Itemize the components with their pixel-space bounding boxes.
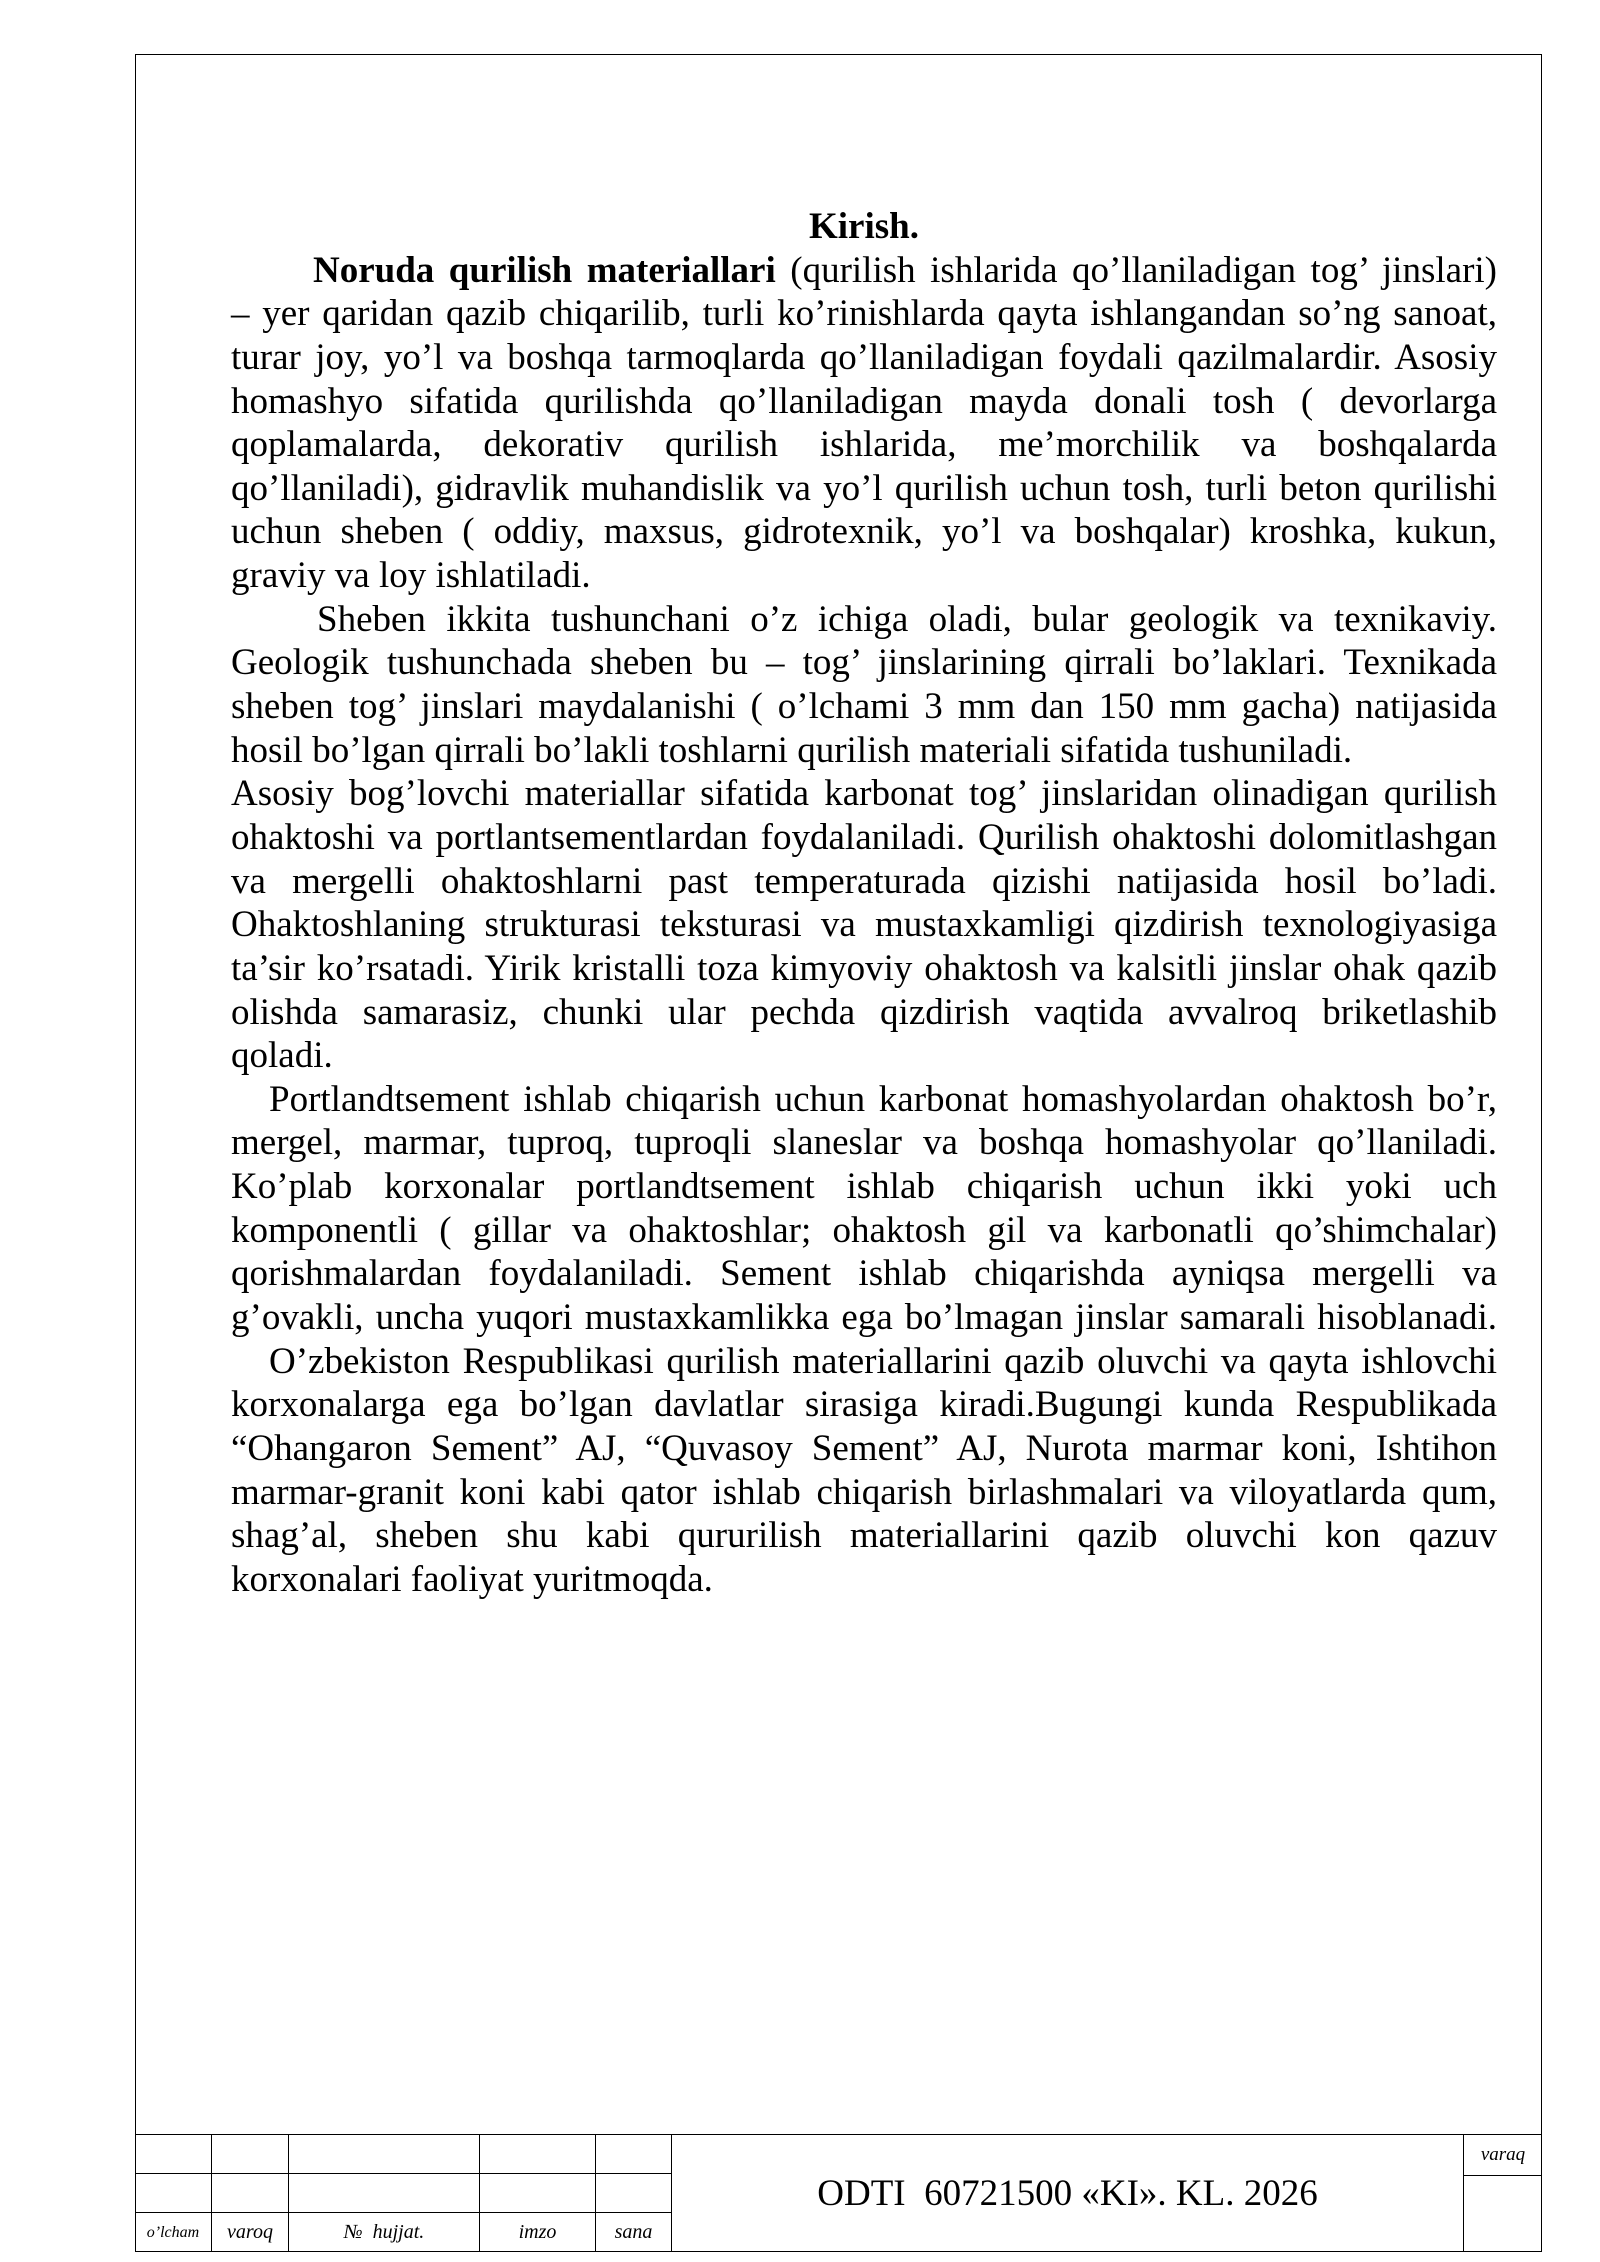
text-segment: (qurilish ishlarida qo’llaniladigan tog’ jinslari)	[790, 249, 1497, 291]
text-line: Ohaktoshlaning strukturasi teksturasi va mustaxkamligi qizdirish texnologiyasiga	[231, 904, 1497, 946]
text-line: O’zbekiston Respublikasi qurilish materiallarini qazib oluvchi va qayta ishlovchi	[269, 1340, 1497, 1382]
text-line: uchun sheben ( oddiy, maxsus, gidrotexnik, yo’l va boshqalar) kroshka, kukun,	[231, 511, 1497, 553]
paragraph	[231, 249, 1497, 598]
text-line: korxonalarga ega bo’lgan davlatlar sirasiga kiradi.Bugungi kunda Respublikada	[231, 1384, 1497, 1426]
page-title: Kirish.	[809, 206, 919, 247]
text-line: ta’sir ko’rsatadi. Yirik kristalli toza kimyoviy ohaktosh va kalsitli jinslar ohak qazib	[231, 947, 1497, 989]
text-line: hosil bo’lgan qirrali bo’lakli toshlarni qurilish materiali sifatida tushuniladi.	[231, 729, 1353, 771]
title-block-cell	[135, 2174, 212, 2213]
sheet-label: varaq	[1464, 2135, 1542, 2176]
text-line: olishda samarasiz, chunki ular pechda qizdirish vaqtida avvalroq briketlashib	[231, 991, 1497, 1033]
title-block-cell	[289, 2135, 480, 2174]
title-block-cell	[135, 2135, 212, 2174]
text-line: mergel, marmar, tuproq, tuproqli slaneslar va boshqa homashyolar qo’llaniladi.	[231, 1122, 1497, 1164]
text-line: shag’al, sheben shu kabi qururilish materiallarini qazib oluvchi kon qazuv	[231, 1515, 1497, 1557]
title-block	[135, 2134, 1542, 2252]
title-block-cell	[596, 2174, 672, 2213]
document-code: ODTI 60721500 «KI». KL. 2026	[817, 2173, 1318, 2214]
text-line: ohaktoshi va portlantsementlardan foydalaniladi. Qurilish ohaktoshi dolomitlashgan	[231, 816, 1497, 858]
title-block-cell	[212, 2174, 289, 2213]
text-line: komponentli ( gillar va ohaktoshlar; ohaktosh gil va karbonatli qo’shimchalar)	[231, 1209, 1497, 1251]
text-line: homashyo sifatida qurilishda qo’llaniladigan mayda donali tosh ( devorlarga	[231, 380, 1497, 422]
label-hujjat: № hujjat.	[289, 2213, 480, 2252]
text-line: Portlandtsement ishlab chiqarish uchun karbonat homashyolardan ohaktosh bo’r,	[269, 1078, 1497, 1120]
document-body	[231, 205, 1497, 1602]
paragraph	[231, 1340, 1497, 1602]
text-line: turar joy, yo’l va boshqa tarmoqlarda qo’llaniladigan foydali qazilmalardir. Asosiy	[231, 336, 1497, 378]
title-block-cell	[212, 2135, 289, 2174]
label-imzo: imzo	[480, 2213, 596, 2252]
text-line: qoplamalarda, dekorativ qurilish ishlarida, me’morchilik va boshqalarda	[231, 424, 1497, 466]
sheet-number-cell	[1464, 2176, 1542, 2253]
text-line: graviy va loy ishlatiladi.	[231, 555, 591, 597]
label-olcham: o’lcham	[135, 2213, 212, 2252]
text-line: sheben tog’ jinslari maydalanishi ( o’lchami 3 mm dan 150 mm gacha) natijasida	[231, 686, 1497, 728]
paragraph	[231, 772, 1497, 1077]
text-line: “Ohangaron Sement” AJ, “Quvasoy Sement” AJ, Nurota marmar koni, Ishtihon	[231, 1427, 1497, 1469]
label-sana: sana	[596, 2213, 672, 2252]
title-block-cell	[480, 2174, 596, 2213]
text-line: marmar-granit koni kabi qator ishlab chiqarish birlashmalari va viloyatlarda qum,	[231, 1471, 1497, 1513]
text-line: g’ovakli, uncha yuqori mustaxkamlikka ega bo’lmagan jinslar samarali hisoblanadi.	[231, 1297, 1497, 1339]
text-line: Sheben ikkita tushunchani o’z ichiga oladi, bular geologik va texnikaviy.	[317, 598, 1497, 640]
title-block-cell	[289, 2174, 480, 2213]
bold-lead: Noruda qurilish materiallari	[313, 249, 776, 291]
text-line: Ko’plab korxonalar portlandtsement ishlab chiqarish uchun ikki yoki uch	[231, 1166, 1497, 1208]
text-line: – yer qaridan qazib chiqarilib, turli ko’rinishlarda qayta ishlangandan so’ng sanoat,	[231, 293, 1497, 335]
title-block-grid	[135, 2135, 672, 2252]
text-line: korxonalari faoliyat yuritmoqda.	[231, 1558, 713, 1600]
title-block-cell	[480, 2135, 596, 2174]
text-line: qo’llaniladi), gidravlik muhandislik va yo’l qurilish uchun tosh, turli beton qurilishi	[231, 467, 1497, 509]
paragraph	[231, 1078, 1497, 1340]
text-line: va mergelli ohaktoshlarni past temperaturada qizishi natijasida hosil bo’ladi.	[231, 860, 1497, 902]
text-line: qoladi.	[231, 1035, 333, 1077]
text-line: Asosiy bog’lovchi materiallar sifatida karbonat tog’ jinslaridan olinadigan qurilish	[231, 773, 1497, 815]
text-line	[231, 249, 1497, 293]
title-block-cell	[596, 2135, 672, 2174]
label-varoq: varoq	[212, 2213, 289, 2252]
paragraph	[231, 598, 1497, 773]
text-line: Geologik tushunchada sheben bu – tog’ jinslarining qirrali bo’laklari. Texnikada	[231, 642, 1497, 684]
text-line: qorishmalardan foydalaniladi. Sement ishlab chiqarishda ayniqsa mergelli va	[231, 1253, 1497, 1295]
sheet-number-box	[1463, 2135, 1542, 2252]
